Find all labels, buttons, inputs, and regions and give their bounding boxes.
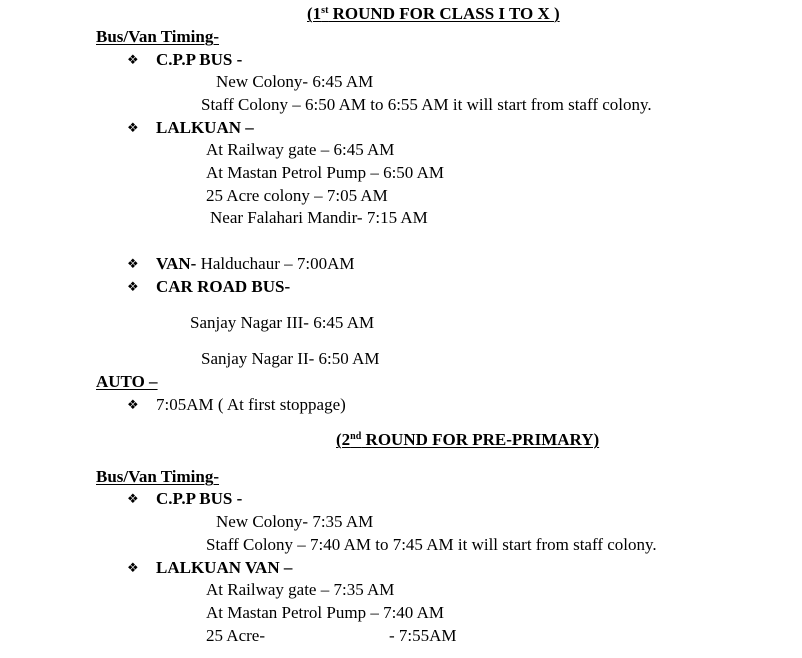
round2-acre-label: 25 Acre- (206, 626, 266, 645)
round1-auto-text: 7:05AM ( At first stoppage) (156, 395, 346, 414)
round1-van-line (156, 254, 354, 274)
round2-cpp-stop: New Colony- 7:35 AM (216, 512, 374, 531)
round1-van-text: Halduchaur – 7:00AM (196, 254, 355, 273)
round1-car-road-stop: Sanjay Nagar III- 6:45 AM (190, 313, 375, 332)
diamond-bullet-icon: ❖ (127, 256, 139, 271)
round2-cpp-bus-label: C.P.P BUS - (156, 489, 243, 508)
round2-lalkuan-stop: At Mastan Petrol Pump – 7:40 AM (206, 603, 445, 622)
diamond-bullet-icon: ❖ (127, 279, 139, 294)
round1-cpp-bus-label: C.P.P BUS - (156, 50, 243, 69)
round1-cpp-stop: New Colony- 6:45 AM (216, 72, 374, 91)
round1-bus-van-heading: Bus/Van Timing- (96, 27, 220, 46)
diamond-bullet-icon: ❖ (127, 491, 139, 506)
round2-bus-van-heading: Bus/Van Timing- (96, 467, 220, 486)
diamond-bullet-icon: ❖ (127, 397, 139, 412)
diamond-bullet-icon: ❖ (127, 560, 139, 575)
round1-auto-heading: AUTO – (96, 372, 158, 391)
diamond-bullet-icon: ❖ (127, 120, 139, 135)
diamond-bullet-icon: ❖ (127, 52, 139, 67)
round1-lalkuan-stop: 25 Acre colony – 7:05 AM (206, 186, 388, 205)
round2-lalkuan-stop: At Railway gate – 7:35 AM (206, 580, 395, 599)
round1-car-road-stop: Sanjay Nagar II- 6:50 AM (201, 349, 380, 368)
round1-heading: (1st ROUND FOR CLASS I TO X ) (307, 4, 560, 23)
round1-lalkuan-stop: Near Falahari Mandir- 7:15 AM (210, 208, 428, 227)
round1-car-road-bus-label: CAR ROAD BUS- (156, 277, 291, 296)
round2-lalkuan-van-label: LALKUAN VAN – (156, 558, 293, 577)
round1-cpp-stop: Staff Colony – 6:50 AM to 6:55 AM it will start from staff colony. (201, 95, 652, 114)
round2-cpp-stop: Staff Colony – 7:40 AM to 7:45 AM it will start from staff colony. (206, 535, 657, 554)
round2-acre-time: - 7:55AM (389, 626, 457, 645)
round2-heading: (2nd ROUND FOR PRE-PRIMARY) (336, 430, 600, 449)
round1-lalkuan-stop: At Mastan Petrol Pump – 6:50 AM (206, 163, 445, 182)
round1-van-label: VAN- (156, 254, 197, 273)
round1-lalkuan-label: LALKUAN – (156, 118, 254, 137)
round1-lalkuan-stop: At Railway gate – 6:45 AM (206, 140, 395, 159)
